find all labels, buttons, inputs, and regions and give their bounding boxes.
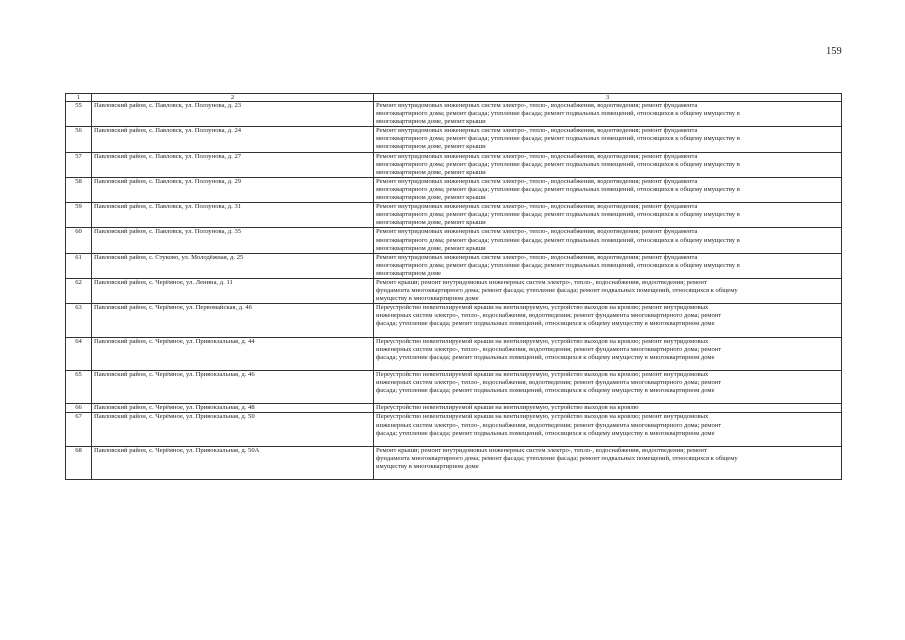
- table-row: [66, 253, 842, 278]
- works-line: Ремонт крыши; ремонт внутридомовых инженерных систем электро-, тепло-, водоснабжения, водоотведения; ремонт: [376, 446, 707, 454]
- works-line: Ремонт крыши; ремонт внутридомовых инженерных систем электро-, тепло-, водоснабжения, водоотведения; ремонт: [376, 278, 707, 286]
- works-line: имуществу в многоквартирном доме: [376, 463, 479, 471]
- works-line: Ремонт внутридомовых инженерных систем электро-, тепло-, водоснабжения, водоотведения; ремонт фундамента: [376, 177, 698, 185]
- table-row: [66, 152, 842, 177]
- row-number: 68: [66, 446, 92, 479]
- works-line: имуществу в многоквартирном доме: [376, 295, 479, 303]
- address-cell: Павловский район, с. Черёмное, ул. Привокзальная, д. 50А: [92, 446, 374, 479]
- address-cell: Павловский район, с. Черёмное, ул. Привокзальная, д. 44: [92, 337, 374, 370]
- row-number: 61: [66, 253, 92, 278]
- works-line: фундамента многоквартирного дома; ремонт фасада; утепление фасада; ремонт подвальных помещений, относящихся к общему: [376, 287, 738, 295]
- row-number: 67: [66, 413, 92, 446]
- table-row: [66, 404, 842, 413]
- works-line: Ремонт внутридомовых инженерных систем электро-, тепло-, водоснабжения, водоотведения; ремонт фундамента: [376, 102, 698, 109]
- works-cell: [374, 203, 842, 228]
- works-cell: [374, 228, 842, 253]
- works-line: [376, 362, 839, 370]
- works-line: инженерных систем электро-, тепло-, водоснабжения, водоотведения; ремонт фундамента многоквартирного дома; ремонт: [376, 421, 722, 429]
- table-row: [66, 127, 842, 152]
- address-cell: Павловский район, с. Павловск, ул. Ползунова, д. 24: [92, 127, 374, 152]
- works-cell: [374, 127, 842, 152]
- table-row: [66, 337, 842, 370]
- works-line: многоквартирного дома; ремонт фасада; утепление фасада; ремонт подвальных помещений, относящихся к общему имуществу в: [376, 261, 740, 269]
- works-cell: [374, 102, 842, 127]
- works-line: многоквартирном доме, ремонт крыши: [376, 118, 486, 126]
- works-line: многоквартирного дома; ремонт фасада; утепление фасада; ремонт подвальных помещений, относящихся к общему имуществу в: [376, 236, 740, 244]
- column-number: 1: [66, 94, 92, 102]
- address-cell: Павловский район, с. Черёмное, ул. Ленина, д. 11: [92, 278, 374, 303]
- address-cell: Павловский район, с. Стуково, ул. Молодёжная, д. 25: [92, 253, 374, 278]
- address-cell: Павловский район, с. Павловск, ул. Ползунова, д. 23: [92, 102, 374, 127]
- works-line: фасада; утепление фасада; ремонт подвальных помещений, относящихся к общему имуществу в многоквартирном доме: [376, 429, 715, 437]
- works-cell: [374, 446, 842, 479]
- works-line: Ремонт внутридомовых инженерных систем электро-, тепло-, водоснабжения, водоотведения; ремонт фундамента: [376, 253, 698, 261]
- row-number: 65: [66, 371, 92, 404]
- address-cell: Павловский район, с. Павловск, ул. Ползунова, д. 29: [92, 177, 374, 202]
- works-line: Переустройство невентилируемой крыши на вентилируемую, устройство выходов на кровлю; ремонт внутридомовых: [376, 371, 709, 378]
- table-row: [66, 371, 842, 404]
- row-number: 56: [66, 127, 92, 152]
- table-row: [66, 304, 842, 337]
- works-line: Ремонт внутридомовых инженерных систем электро-, тепло-, водоснабжения, водоотведения; ремонт фундамента: [376, 152, 698, 160]
- works-line: многоквартирном доме, ремонт крыши: [376, 244, 486, 252]
- address-cell: Павловский район, с. Черёмное, ул. Первомайская, д. 46: [92, 304, 374, 337]
- works-cell: [374, 278, 842, 303]
- works-line: Ремонт внутридомовых инженерных систем электро-, тепло-, водоснабжения, водоотведения; ремонт фундамента: [376, 228, 698, 236]
- works-line: Переустройство невентилируемой крыши на вентилируемую, устройство выходов на кровлю: [376, 404, 639, 412]
- table-row: [66, 228, 842, 253]
- address-cell: Павловский район, с. Павловск, ул. Ползунова, д. 31: [92, 203, 374, 228]
- works-cell: [374, 152, 842, 177]
- works-cell: [374, 371, 842, 404]
- table-row: [66, 177, 842, 202]
- works-line: многоквартирного дома; ремонт фасада; утепление фасада; ремонт подвальных помещений, относящихся к общему имуществу в: [376, 160, 740, 168]
- address-cell: Павловский район, с. Черёмное, ул. Привокзальная, д. 48: [92, 404, 374, 413]
- works-line: многоквартирном доме: [376, 269, 442, 277]
- works-line: многоквартирном доме, ремонт крыши: [376, 143, 486, 151]
- works-cell: [374, 404, 842, 413]
- works-line: [376, 438, 839, 446]
- works-line: фасада; утепление фасада; ремонт подвальных помещений, относящихся к общему имуществу в многоквартирном доме: [376, 353, 715, 361]
- works-line: многоквартирном доме, ремонт крыши: [376, 168, 486, 176]
- column-number: 2: [92, 94, 374, 102]
- table-row: [66, 203, 842, 228]
- address-cell: Павловский район, с. Черёмное, ул. Привокзальная, д. 46: [92, 371, 374, 404]
- works-line: Ремонт внутридомовых инженерных систем электро-, тепло-, водоснабжения, водоотведения; ремонт фундамента: [376, 203, 698, 211]
- page-number: 159: [826, 46, 842, 57]
- address-cell: Павловский район, с. Черёмное, ул. Привокзальная, д. 50: [92, 413, 374, 446]
- works-line: фасада; утепление фасада; ремонт подвальных помещений, относящихся к общему имуществу в многоквартирном доме: [376, 320, 715, 328]
- table-row: [66, 102, 842, 127]
- column-number-row: [66, 94, 842, 102]
- row-number: 57: [66, 152, 92, 177]
- works-line: [376, 329, 839, 337]
- address-cell: Павловский район, с. Павловск, ул. Ползунова, д. 27: [92, 152, 374, 177]
- works-line: многоквартирном доме, ремонт крыши: [376, 219, 486, 227]
- works-line: многоквартирном доме, ремонт крыши: [376, 194, 486, 202]
- row-number: 63: [66, 304, 92, 337]
- works-cell: [374, 413, 842, 446]
- table-row: [66, 413, 842, 446]
- row-number: 55: [66, 102, 92, 127]
- row-number: 66: [66, 404, 92, 413]
- row-number: 64: [66, 337, 92, 370]
- works-line: многоквартирного дома; ремонт фасада; утепление фасада; ремонт подвальных помещений, относящихся к общему имуществу в: [376, 211, 740, 219]
- works-line: многоквартирного дома; ремонт фасада; утепление фасада; ремонт подвальных помещений, относящихся к общему имуществу в: [376, 135, 740, 143]
- column-number: 3: [374, 94, 842, 102]
- table-body: [66, 102, 842, 480]
- works-line: фундамента многоквартирного дома; ремонт фасада; утепление фасада; ремонт подвальных помещений, относящихся к общему: [376, 454, 738, 462]
- row-number: 60: [66, 228, 92, 253]
- works-line: [376, 471, 839, 479]
- works-line: инженерных систем электро-, тепло-, водоснабжения, водоотведения; ремонт фундамента многоквартирного дома; ремонт: [376, 345, 722, 353]
- works-line: [376, 395, 839, 403]
- works-line: Переустройство невентилируемой крыши на вентилируемую, устройство выходов на кровлю; ремонт внутридомовых: [376, 337, 709, 345]
- works-line: Переустройство невентилируемой крыши на вентилируемую, устройство выходов на кровлю; ремонт внутридомовых: [376, 304, 709, 312]
- works-line: Ремонт внутридомовых инженерных систем электро-, тепло-, водоснабжения, водоотведения; ремонт фундамента: [376, 127, 698, 135]
- works-line: многоквартирного дома; ремонт фасада; утепление фасада; ремонт подвальных помещений, относящихся к общему имуществу в: [376, 110, 740, 118]
- works-line: инженерных систем электро-, тепло-, водоснабжения, водоотведения; ремонт фундамента многоквартирного дома; ремонт: [376, 379, 722, 387]
- works-table: [65, 93, 842, 480]
- address-cell: Павловский район, с. Павловск, ул. Ползунова, д. 35: [92, 228, 374, 253]
- works-line: инженерных систем электро-, тепло-, водоснабжения, водоотведения; ремонт фундамента многоквартирного дома; ремонт: [376, 312, 722, 320]
- table-row: [66, 278, 842, 303]
- row-number: 62: [66, 278, 92, 303]
- works-line: фасада; утепление фасада; ремонт подвальных помещений, относящихся к общему имуществу в многоквартирном доме: [376, 387, 715, 395]
- works-cell: [374, 304, 842, 337]
- works-line: Переустройство невентилируемой крыши на вентилируемую, устройство выходов на кровлю; ремонт внутридомовых: [376, 413, 709, 421]
- table-row: [66, 446, 842, 479]
- row-number: 58: [66, 177, 92, 202]
- works-cell: [374, 177, 842, 202]
- works-cell: [374, 253, 842, 278]
- works-cell: [374, 337, 842, 370]
- row-number: 59: [66, 203, 92, 228]
- works-line: многоквартирного дома; ремонт фасада; утепление фасада; ремонт подвальных помещений, относящихся к общему имуществу в: [376, 185, 740, 193]
